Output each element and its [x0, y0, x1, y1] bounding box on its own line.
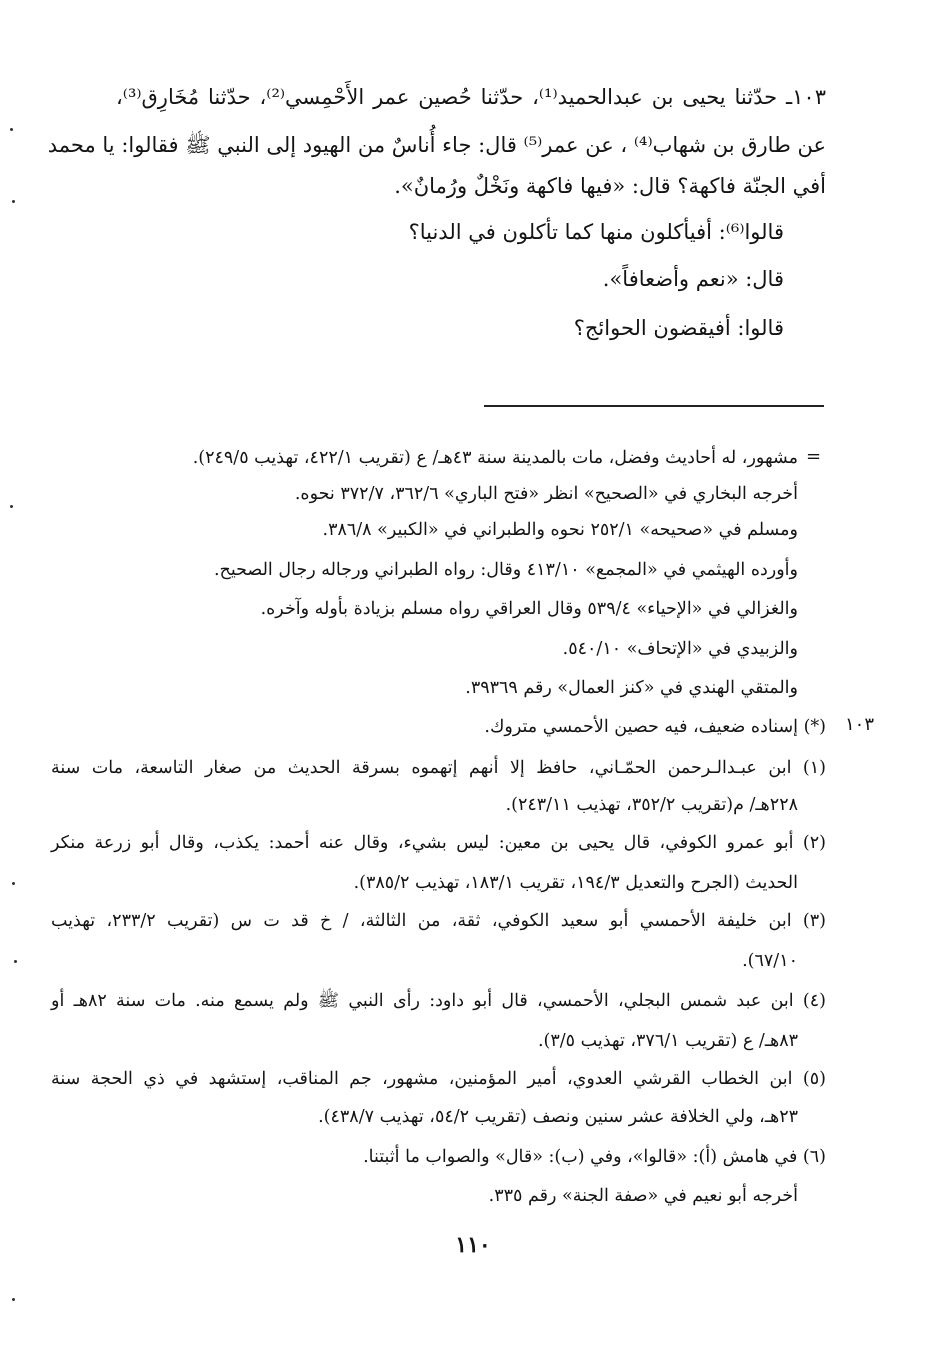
footnote-continued-line-2: أخرجه البخاري في «الصحيح» انظر «فتح الباري» ٣٦٢/٦، ٣٧٢/٧ نحوه. — [294, 484, 798, 504]
footnote-2-line-1: (٢) أبو عمرو الكوفي، قال يحيى بن معين: ليس بشيء، وقال عنه أحمد: يكذب، وقال أبو زرعة منكر — [51, 833, 826, 853]
hadith-text-line-1: ١٠٣ـ حدّثنا يحيى بن عبدالحميد⁽¹⁾، حدّثنا حُصين عمر الأَحْمِسي⁽²⁾، حدّثنا مُخَارِق⁽³⁾، — [116, 85, 826, 109]
hadith-number-margin: ١٠٣ — [845, 714, 875, 735]
footnote-4-line-1: (٤) ابن عبد شمس البجلي، الأحمسي، قال أبو داود: رأى النبي ﷺ ولم يسمع منه. مات سنة ٨٢هـ أو — [51, 991, 826, 1011]
page-number: ١١٠ — [455, 1232, 491, 1258]
footnote-5-line-2: ٢٣هـ، ولي الخلافة عشر سنين ونصف (تقريب ٥٤/٢، تهذيب ٤٣٨/٧). — [318, 1107, 798, 1127]
footnote-2-line-2: الحديث (الجرح والتعديل ١٩٤/٣، تقريب ١٨٣/١، تهذيب ٣٨٥/٢). — [353, 873, 798, 893]
footnote-continued-line-3: ومسلم في «صحيحه» ٢٥٢/١ نحوه والطبراني في «الكبير» ٣٨٦/٨. — [322, 520, 798, 540]
scan-speck — [12, 1298, 15, 1301]
footnote-continued-line-7: والمتقي الهندي في «كنز العمال» رقم ٣٩٣٦٩. — [465, 678, 798, 698]
footnote-5-line-1: (٥) ابن الخطاب القرشي العدوي، أمير المؤمنين، مشهور، جم المناقب، إستشهد في ذي الحجة سنة — [51, 1069, 826, 1089]
continuation-mark: = — [806, 446, 822, 467]
footnote-6-line-1: (٦) في هامش (أ): «قالوا»، وفي (ب): «قال» والصواب ما أثبتنا. — [363, 1147, 826, 1167]
footnote-3-line-1: (٣) ابن خليفة الأحمسي أبو سعيد الكوفي، ثقة، من الثالثة، / خ قد ت س (تقريب ٢٣٣/٢، تهذيب — [51, 911, 826, 931]
scan-speck — [12, 200, 15, 203]
scan-speck — [10, 128, 13, 131]
footnote-star: (*) إسناده ضعيف، فيه حصين الأحمسي متروك. — [484, 717, 826, 737]
scan-speck — [12, 882, 15, 885]
footnote-continued-line-1: مشهور، له أحاديث وفضل، مات بالمدينة سنة ٤٣هـ/ ع (تقريب ٤٢٢/١، تهذيب ٢٤٩/٥). — [192, 448, 798, 468]
footnote-4-line-2: ٨٣هـ/ ع (تقريب ٣٧٦/١، تهذيب ٣/٥). — [537, 1031, 798, 1051]
footnote-continued-line-6: والزبيدي في «الإتحاف» ٥٤٠/١٠. — [562, 639, 798, 659]
dialog-line-1: قالوا⁽⁶⁾: أفيأكلون منها كما تأكلون في الدنيا؟ — [408, 220, 784, 244]
scan-speck — [14, 960, 17, 963]
dialog-line-3: قالوا: أفيقضون الحوائج؟ — [573, 316, 784, 340]
dialog-line-2: قال: «نعم وأضعافاً». — [602, 267, 784, 291]
hadith-text-line-2: عن طارق بن شهاب⁽⁴⁾ ، عن عمر⁽⁵⁾ قال: جاء أُناسٌ من الهيود إلى النبي ﷺ فقالوا: يا محمد — [47, 133, 826, 157]
scan-speck — [10, 505, 13, 508]
footnote-1-line-1: (١) ابن عبـدالـرحمن الحمّـاني، حافظ إلا أنهم إتهموه بسرقة الحديث من صغار التاسعة، مات سنة — [51, 758, 826, 778]
footnote-continued-line-5: والغزالي في «الإحياء» ٥٣٩/٤ وقال العراقي رواه مسلم بزيادة بأوله وآخره. — [260, 599, 798, 619]
hadith-text-line-3: أفي الجنّة فاكهة؟ قال: «فيها فاكهة ونَخْلٌ ورُمانٌ». — [394, 174, 826, 198]
footnote-1-line-2: ٢٢٨هـ/ م(تقريب ٣٥٢/٢، تهذيب ٢٤٣/١١). — [505, 795, 798, 815]
footnote-separator — [484, 405, 824, 407]
footnote-3-line-2: ٦٧/١٠). — [742, 951, 798, 971]
footnote-6-line-2: أخرجه أبو نعيم في «صفة الجنة» رقم ٣٣٥. — [488, 1186, 798, 1206]
footnote-continued-line-4: وأورده الهيثمي في «المجمع» ٤١٣/١٠ وقال: رواه الطبراني ورجاله رجال الصحيح. — [213, 560, 798, 580]
